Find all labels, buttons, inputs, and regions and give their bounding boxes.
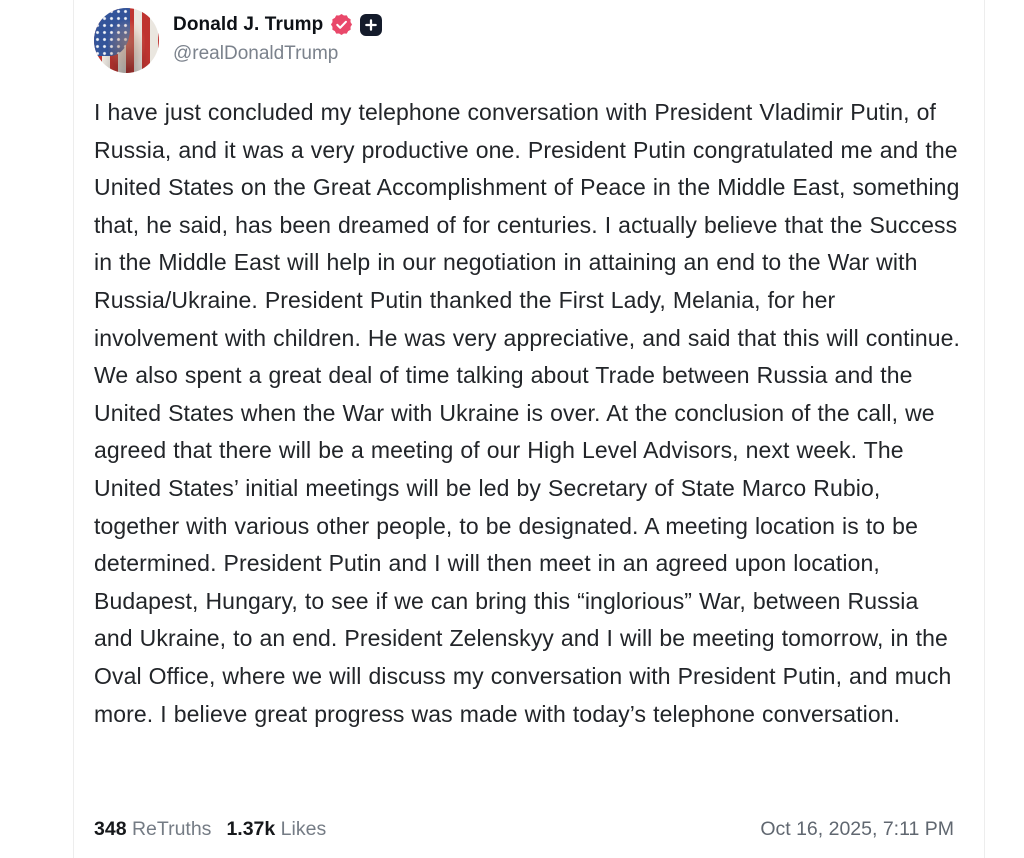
user-handle[interactable]: @realDonaldTrump xyxy=(173,43,339,64)
avatar[interactable] xyxy=(94,8,159,73)
post-card xyxy=(73,0,985,858)
likes-label: Likes xyxy=(280,818,327,840)
avatar-shading xyxy=(94,8,159,73)
verified-badge-icon xyxy=(330,13,353,36)
post-header xyxy=(94,8,954,73)
retruths-stat[interactable] xyxy=(94,818,211,841)
likes-count: 1.37k xyxy=(226,818,276,840)
display-name[interactable]: Donald J. Trump xyxy=(173,13,324,35)
plus-badge-icon xyxy=(360,14,382,36)
likes-stat[interactable] xyxy=(226,818,326,841)
post-body: I have just concluded my telephone conversation with President Vladimir Putin, of Russia, and it was a very productive one. President Putin congratulated me and the United States on the Great Accomplishment of Peace in the Middle East, something that, he said, has been dreamed of for centuries. I actually believe that the Success in the Middle East will help in our negotiation in attaining an end to the War with Russia/Ukraine. President Putin thanked the First Lady, Melania, for her involvement with children. He was very appreciative, and said that this will continue. We also spent a great deal of time talking about Trade between Russia and the United States when the War with Ukraine is over. At the conclusion of the call, we agreed that there will be a meeting of our High Level Advisors, next week. The United States’ initial meetings will be led by Secretary of State Marco Rubio, together with various other people, to be designated. A meeting location is to be determined. President Putin and I will then meet in an agreed upon location, Budapest, Hungary, to see if we can bring this “inglorious” War, between Russia and Ukraine, to an end. President Zelenskyy and I will be meeting tomorrow, in the Oval Office, where we will discuss my conversation with President Putin, and much more. I believe great progress was made with today’s telephone conversation. xyxy=(94,99,961,727)
post-stats xyxy=(94,818,326,841)
post-footer xyxy=(94,818,954,841)
author-block xyxy=(173,8,382,65)
post-timestamp: Oct 16, 2025, 7:11 PM xyxy=(760,818,954,840)
retruths-label: ReTruths xyxy=(131,818,212,840)
retruths-count: 348 xyxy=(94,818,127,840)
